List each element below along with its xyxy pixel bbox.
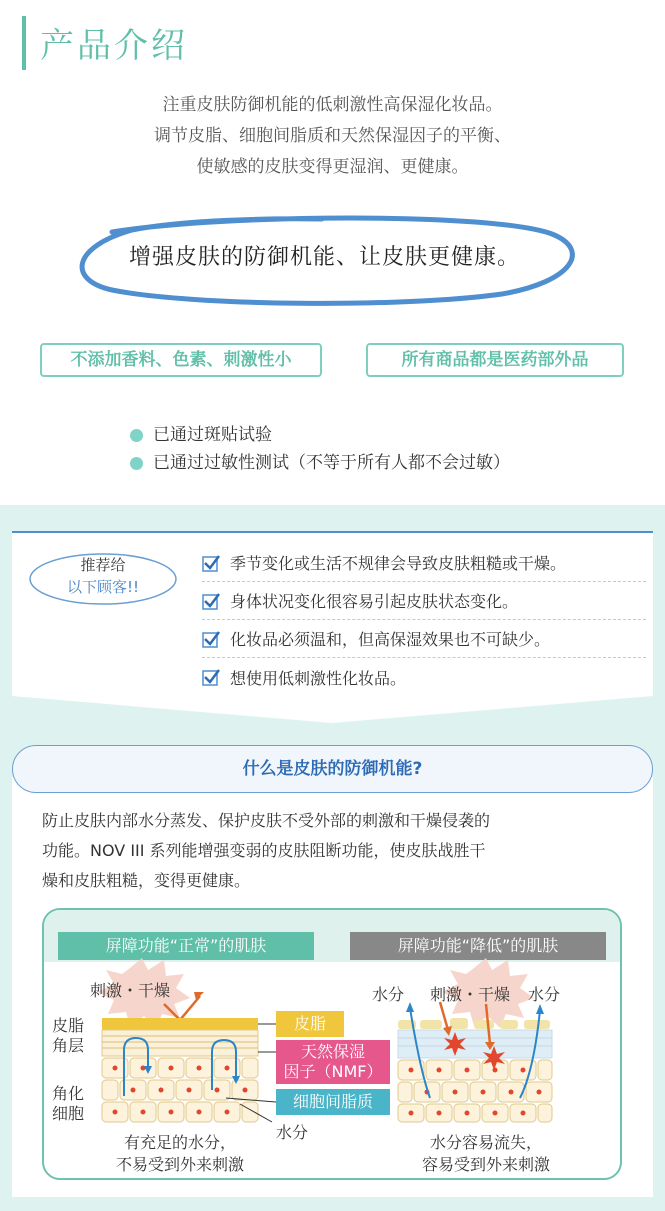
water-label: 水分	[528, 985, 561, 1004]
intro-line: 注重皮肤防御机能的低刺激性高保湿化妆品。	[162, 95, 503, 115]
caption-line: 有充足的水分，	[123, 1133, 236, 1152]
list-item-label: 想使用低刺激性化妆品。	[230, 668, 407, 688]
key-lipid: 细胞间脂质	[276, 1089, 390, 1115]
side-label-keratin: 角化	[52, 1084, 85, 1103]
caption-line: 容易受到外来刺激	[421, 1155, 550, 1174]
caption-line: 不易受到外来刺激	[115, 1155, 244, 1174]
key-nmf-line-2: 因子（NMF）	[283, 1062, 383, 1081]
quasi-drug-tag: 所有商品都是医药部外品	[366, 343, 624, 377]
caption-line: 水分容易流失，	[429, 1133, 542, 1152]
normal-caption	[90, 1132, 270, 1176]
weak-caption	[396, 1132, 576, 1176]
no-additives-tag: 不添加香料、色素、刺激性小	[40, 343, 322, 377]
list-item-label: 化妆品必须温和，但高保湿效果也不可缺少。	[230, 630, 551, 649]
key-nmf	[276, 1040, 390, 1084]
water-label: 水分	[372, 985, 405, 1004]
list-item-label: 季节变化或生活不规律会导致皮肤粗糙或干燥。	[230, 554, 567, 573]
weak-skin-label: 屏障功能“降低”的肌肤	[350, 932, 606, 960]
highlight-text: 增强皮肤的防御机能、让皮肤更健康。	[128, 245, 520, 270]
irritant-label-left: 刺激・干燥	[90, 981, 171, 1000]
list-item-label: 身体状况变化很容易引起皮肤状态变化。	[230, 592, 519, 611]
side-label-corneum: 角层	[52, 1036, 85, 1055]
description-line: 燥和皮肤粗糙，变得更健康。	[42, 871, 251, 890]
side-label-cell: 细胞	[52, 1104, 85, 1123]
side-label-sebum: 皮脂	[52, 1016, 85, 1035]
page-title: 产品介绍	[40, 26, 188, 66]
water-label-left: 水分	[276, 1123, 309, 1142]
irritant-label-right: 刺激・干燥	[430, 985, 511, 1004]
intro-line: 调节皮脂、细胞间脂质和天然保湿因子的平衡、	[154, 126, 511, 146]
key-nmf-line-1: 天然保湿	[300, 1042, 365, 1061]
normal-skin-label: 屏障功能“正常”的肌肤	[58, 932, 314, 960]
bubble-line-1: 推荐给	[80, 556, 126, 574]
key-sebum: 皮脂	[276, 1011, 344, 1037]
description-line: 防止皮肤内部水分蒸发、保护皮肤不受外部的刺激和干燥侵袭的	[42, 811, 491, 830]
barrier-question: 什么是皮肤的防御机能?	[12, 745, 653, 793]
list-item-label: 已通过斑贴试验	[153, 425, 272, 445]
description-line: 功能。NOV III 系列能增强变弱的皮肤阻断功能，使皮肤战胜干	[42, 841, 486, 860]
bubble-line-2: 以下顾客!!	[66, 578, 140, 596]
intro-line: 使敏感的皮肤变得更湿润、更健康。	[196, 157, 469, 177]
list-item-label: 已通过过敏性测试（不等于所有人都不会过敏）	[153, 453, 510, 473]
